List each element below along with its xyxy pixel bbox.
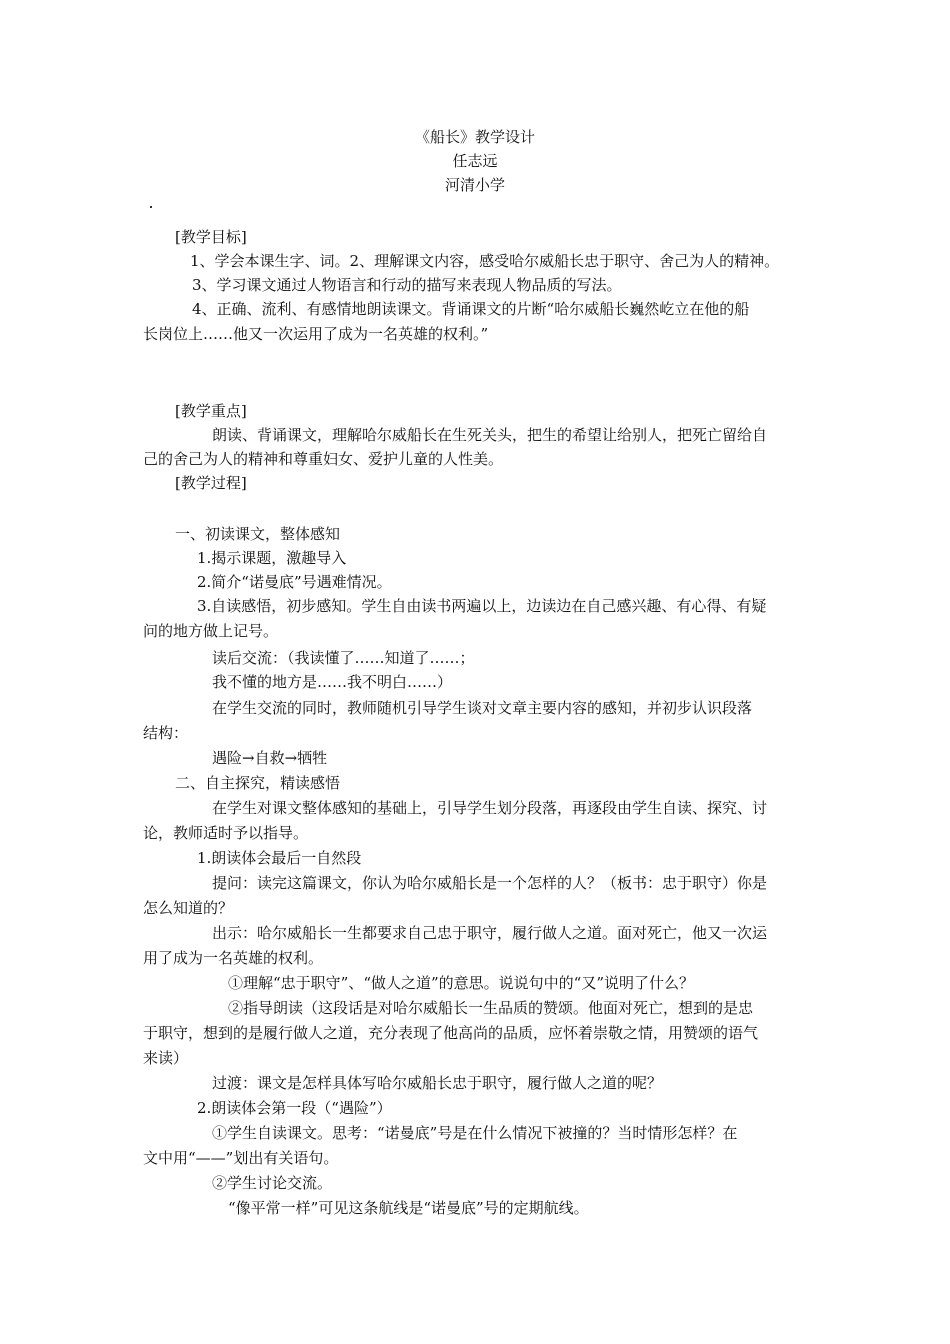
section-heading: 一、初读课文，整体感知 <box>175 525 341 543</box>
text-line: ①学生自读课文。思考：“诺曼底”号是在什么情况下被撞的？当时情形怎样？在 <box>212 1124 738 1142</box>
text-line: 1、学会本课生字、词。2、理解课文内容，感受哈尔威船长忠于职守、舍己为人的精神。 <box>190 252 780 270</box>
text-line: 论，教师适时予以指导。 <box>143 824 309 842</box>
text-line: ①理解“忠于职守”、“做人之道”的意思。说说句中的“又”说明了什么？ <box>228 974 695 992</box>
text-line: 来读） <box>143 1049 189 1067</box>
text-line: 遇险→自救→牺牲 <box>212 749 328 767</box>
text-line: ②指导朗读（这段话是对哈尔威船长一生品质的赞颂。他面对死亡，想到的是忠 <box>228 999 754 1017</box>
text-line: 长岗位上……他又一次运用了成为一名英雄的权利。” <box>143 325 489 343</box>
text-line: 在学生交流的同时，教师随机引导学生谈对文章主要内容的感知，并初步认识段落 <box>212 699 753 717</box>
text-line: 朗读、背诵课文，理解哈尔威船长在生死关头，把生的希望让给别人，把死亡留给自 <box>212 426 768 444</box>
text-line: 我不懂的地方是……我不明白……） <box>212 673 453 691</box>
text-line: 提问：读完这篇课文，你认为哈尔威船长是一个怎样的人？（板书：忠于职守）你是 <box>212 874 768 892</box>
heading-process: [教学过程] <box>175 474 247 492</box>
text-line: ②学生讨论交流。 <box>212 1174 333 1192</box>
text-line: 在学生对课文整体感知的基础上，引导学生划分段落，再逐段由学生自读、探究、讨 <box>212 799 768 817</box>
heading-key-points: [教学重点] <box>175 402 247 420</box>
text-line: 用了成为一名英雄的权利。 <box>143 949 324 967</box>
text-line: “像平常一样”可见这条航线是“诺曼底”号的定期航线。 <box>228 1199 589 1217</box>
text-line: 1.揭示课题，激趣导入 <box>197 549 347 567</box>
text-line: 问的地方做上记号。 <box>143 622 279 640</box>
text-line: 怎么知道的？ <box>143 899 234 917</box>
document-title: 《船长》教学设计 <box>414 128 535 146</box>
text-line: 结构： <box>143 724 189 742</box>
text-line: 2.朗读体会第一段（“遇险”） <box>197 1099 392 1117</box>
text-line: 己的舍己为人的精神和尊重妇女、爱护儿童的人性美。 <box>143 450 504 468</box>
text-line: 出示：哈尔威船长一生都要求自己忠于职守，履行做人之道。面对死亡，他又一次运 <box>212 924 768 942</box>
text-line: 1.朗读体会最后一自然段 <box>197 849 362 867</box>
stray-dot <box>150 206 152 208</box>
text-line: 2.简介“诺曼底”号遇难情况。 <box>197 573 392 591</box>
text-line: 3.自读感悟，初步感知。学生自由读书两遍以上，边读边在自己感兴趣、有心得、有疑 <box>197 597 767 615</box>
text-line: 4、正确、流利、有感情地朗读课文。背诵课文的片断“哈尔威船长巍然屹立在他的船 <box>192 300 750 318</box>
text-line: 3、学习课文通过人物语言和行动的描写来表现人物品质的写法。 <box>192 276 622 294</box>
document-author: 任志远 <box>452 152 498 170</box>
document-school: 河清小学 <box>444 176 505 194</box>
heading-objectives: [教学目标] <box>175 228 247 246</box>
text-line: 于职守，想到的是履行做人之道，充分表现了他高尚的品质，应怀着崇敬之情，用赞颂的语气 <box>143 1024 759 1042</box>
text-line: 文中用“——”划出有关语句。 <box>143 1149 339 1167</box>
text-line: 过渡：课文是怎样具体写哈尔威船长忠于职守，履行做人之道的呢？ <box>212 1074 663 1092</box>
text-line: 读后交流：（我读懂了……知道了……； <box>212 649 475 667</box>
section-heading: 二、自主探究，精读感悟 <box>175 774 341 792</box>
